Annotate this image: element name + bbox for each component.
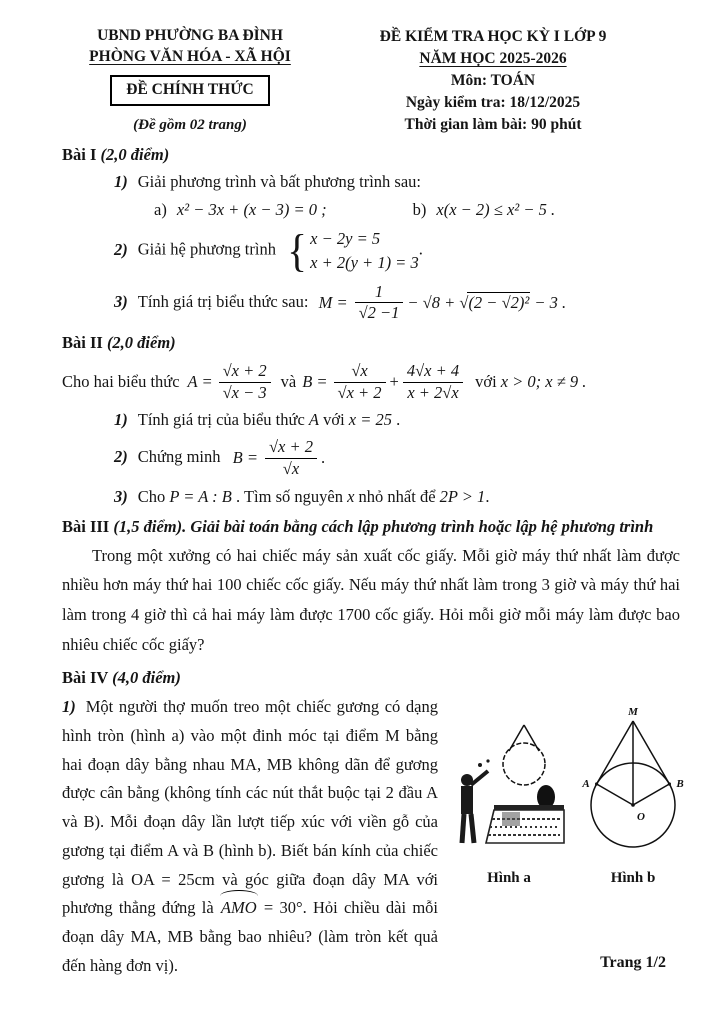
system-line2: x + 2(y + 1) = 3 xyxy=(310,252,419,272)
header-exam-block xyxy=(334,26,652,136)
bai2-points: (2,0 điểm) xyxy=(106,333,176,353)
exam-duration: Thời gian làm bài: 90 phút xyxy=(404,116,582,133)
figure-b xyxy=(570,705,696,887)
bai1-item2-text: Giải hệ phương trình xyxy=(137,239,276,259)
expr-b-plus: + xyxy=(389,372,399,392)
section-bai-1 xyxy=(62,145,680,324)
bai1-item1-label: 1) xyxy=(114,172,128,191)
system-lines xyxy=(310,227,419,275)
bai2-item1-pre: Tính giá trị của biểu thức xyxy=(137,410,309,430)
bai2-item3-mid: . Tìm số nguyên xyxy=(231,486,348,506)
m-lhs: M = xyxy=(318,292,348,312)
school-year: NĂM HỌC 2025-2026 xyxy=(419,50,567,67)
section-bai-2 xyxy=(62,333,680,507)
pages-note: (Đề gồm 02 trang) xyxy=(133,116,247,133)
bai3-title-label: Bài III xyxy=(62,516,110,536)
expr-b-fraction1 xyxy=(334,361,386,403)
subject: Môn: TOÁN xyxy=(450,72,536,89)
m-middle: − √8 + √ xyxy=(407,292,469,312)
figure-b-label-a: A xyxy=(582,778,590,791)
bai4-paragraph-1: Một người thợ muốn treo một chiếc gương có dạng hình tròn (hình a) vào một đinh móc tại điểm M bằng hai đoạn dây bằng nhau MA, MB không dãn để gương được cân bằng (không tính các nút thắt buộc tại 2 đầu A và B). Mỗi đoạn dây lần lượt tiếp xúc với viền gỗ của gương tại điểm A và B (hình b). Biết bán kính của chiếc gương là OA = 25cm và góc giữa đoạn dây MA với phương thẳng đứng là xyxy=(62,697,438,918)
bai3-points: (1,5 điểm). xyxy=(113,516,187,536)
bai2-item2-label: 2) xyxy=(114,447,128,467)
bai4-problem-text xyxy=(62,693,438,980)
section-bai-4 xyxy=(62,668,684,980)
bai3-title xyxy=(62,517,680,537)
m-frac-num: 1 xyxy=(355,282,404,304)
b-proof-expression xyxy=(225,437,325,479)
bai2-item1-value: x = 25 xyxy=(348,410,393,430)
equation-a xyxy=(154,200,327,220)
m-frac-den: √2 −1 xyxy=(358,303,400,323)
b-proof-lhs: B = xyxy=(232,448,258,468)
bai4-figures xyxy=(450,693,696,980)
system-line1: x − 2y = 5 xyxy=(310,229,381,248)
m-end: − 3 . xyxy=(534,292,567,312)
bai2-item3-math1: P = A : B xyxy=(169,486,232,506)
expr-a-fraction xyxy=(219,361,271,403)
bai2-item1-end: . xyxy=(392,410,401,430)
figure-b-label-b: B xyxy=(676,778,684,791)
m-expression xyxy=(313,282,567,324)
bai1-item2-label: 2) xyxy=(114,239,128,259)
figure-a-caption: Hình a xyxy=(487,870,531,887)
expr-b1-den: √x + 2 xyxy=(337,382,382,402)
bai2-item3-end: . xyxy=(485,486,490,506)
equation-a-formula: x² − 3x + (x − 3) = 0 ; xyxy=(176,200,327,219)
bai1-item3-label: 3) xyxy=(114,291,128,311)
figure-b-label-o: O xyxy=(637,811,645,824)
expr-a-lhs: A = xyxy=(187,372,213,392)
bai1-item1 xyxy=(114,172,680,192)
bai1-title-label: Bài I xyxy=(62,145,97,164)
bai3-subtitle: Giải bài toán bằng cách lập phương trình hoặc lập hệ phương trình xyxy=(190,516,654,536)
m-fraction xyxy=(355,282,404,324)
bai4-title-label: Bài IV xyxy=(62,668,109,688)
figure-a-illustration xyxy=(450,717,568,863)
expr-a-den: √x − 3 xyxy=(222,382,267,402)
equation-b xyxy=(413,200,555,220)
bai4-item1-label: 1) xyxy=(62,697,76,717)
exam-title: ĐỀ KIỂM TRA HỌC KỲ I LỚP 9 xyxy=(379,28,607,45)
page-number: Trang 1/2 xyxy=(600,954,666,971)
bai4-content xyxy=(62,693,684,980)
bai2-item3-math3: 2P > 1 xyxy=(439,486,486,506)
b-proof-end: . xyxy=(320,448,326,468)
bai1-item3-text: Tính giá trị biểu thức sau: xyxy=(137,291,309,311)
bai2-item3-math2: x xyxy=(347,486,355,506)
bai2-item1 xyxy=(114,410,680,430)
bai2-cond-pre: với xyxy=(475,372,497,392)
figure-a xyxy=(450,717,568,887)
bai1-item3 xyxy=(114,282,680,324)
equation-a-label: a) xyxy=(154,200,167,219)
bai4-title xyxy=(62,668,680,688)
b-proof-fraction xyxy=(265,437,317,479)
angle-amo-with-hat: AMO xyxy=(220,894,258,923)
expr-b1-num: √x xyxy=(334,361,386,383)
system-brace: { xyxy=(287,225,308,277)
system-of-equations xyxy=(286,227,419,275)
b-proof-num: √x + 2 xyxy=(265,437,317,459)
expr-b2-den: x + 2√x xyxy=(407,382,459,402)
bai4-paragraph-2: = 30°. Hỏi chiều dài mỗi đoạn dây MA, MB bằng bao nhiêu? (làm tròn kết quả đến hàng đơn vị). xyxy=(62,898,438,975)
bai2-title xyxy=(62,333,680,353)
bai2-item2 xyxy=(114,437,680,479)
bai2-condition: x > 0; x ≠ 9 . xyxy=(500,372,587,392)
bai1-item1-text: Giải phương trình và bất phương trình sau: xyxy=(137,172,422,191)
bai2-item3 xyxy=(114,487,680,507)
bai1-title xyxy=(62,145,680,165)
equation-b-label: b) xyxy=(412,200,427,219)
bai2-title-label: Bài II xyxy=(62,333,103,353)
bai2-intro-pre: Cho hai biểu thức xyxy=(62,372,180,392)
bai2-item2-text: Chứng minh xyxy=(137,447,221,467)
m-radicand: (2 − √2)² xyxy=(468,293,530,313)
exam-date: Ngày kiểm tra: 18/12/2025 xyxy=(405,94,581,111)
header-issuer-block xyxy=(62,26,318,135)
bai2-item1-var: A xyxy=(308,410,319,430)
figure-b-geometry xyxy=(570,705,696,863)
section-bai-3 xyxy=(62,517,680,660)
bai4-points: (4,0 điểm) xyxy=(112,668,181,688)
bai2-intro xyxy=(62,361,586,403)
bai2-item1-label: 1) xyxy=(114,410,128,430)
system-period: . xyxy=(418,239,423,259)
page-header xyxy=(62,26,680,136)
bai2-item3-mid2: nhỏ nhất để xyxy=(354,486,440,506)
figure-b-label-m: M xyxy=(628,706,638,719)
bai1-item2 xyxy=(114,227,680,275)
issuer-line2: PHÒNG VĂN HÓA - XÃ HỘI xyxy=(89,47,291,65)
bai1-points: (2,0 điểm) xyxy=(100,145,170,164)
equation-b-formula: x(x − 2) ≤ x² − 5 . xyxy=(436,200,556,219)
bai2-intro-and: và xyxy=(280,372,297,392)
bai2-item1-mid: với xyxy=(318,410,349,430)
expr-a-num: √x + 2 xyxy=(219,361,271,383)
bai2-item3-pre: Cho xyxy=(137,486,170,506)
figures-row xyxy=(450,705,696,887)
bai3-problem-text: Trong một xưởng có hai chiếc máy sản xuất cốc giấy. Mỗi giờ máy thứ nhất làm được nhiều hơn máy thứ hai 100 chiếc cốc giấy. Nếu máy thứ nhất làm trong 3 giờ và máy thứ hai làm trong 4 giờ thì cả hai máy làm được 1700 cốc giấy. Hỏi mỗi giờ mỗi máy làm được bao nhiêu chiếc cốc giấy? xyxy=(62,545,680,654)
bai1-equations-row xyxy=(154,200,680,220)
expr-b-lhs: B = xyxy=(302,372,328,392)
bai2-item3-label: 3) xyxy=(114,486,128,506)
expr-b2-num: 4√x + 4 xyxy=(403,361,463,383)
issuer-line1: UBND PHƯỜNG BA ĐÌNH xyxy=(97,27,283,44)
expr-b-fraction2 xyxy=(403,361,463,403)
b-proof-den: √x xyxy=(282,458,300,478)
figure-b-caption: Hình b xyxy=(610,870,656,887)
official-exam-stamp: ĐỀ CHÍNH THỨC xyxy=(110,75,269,106)
